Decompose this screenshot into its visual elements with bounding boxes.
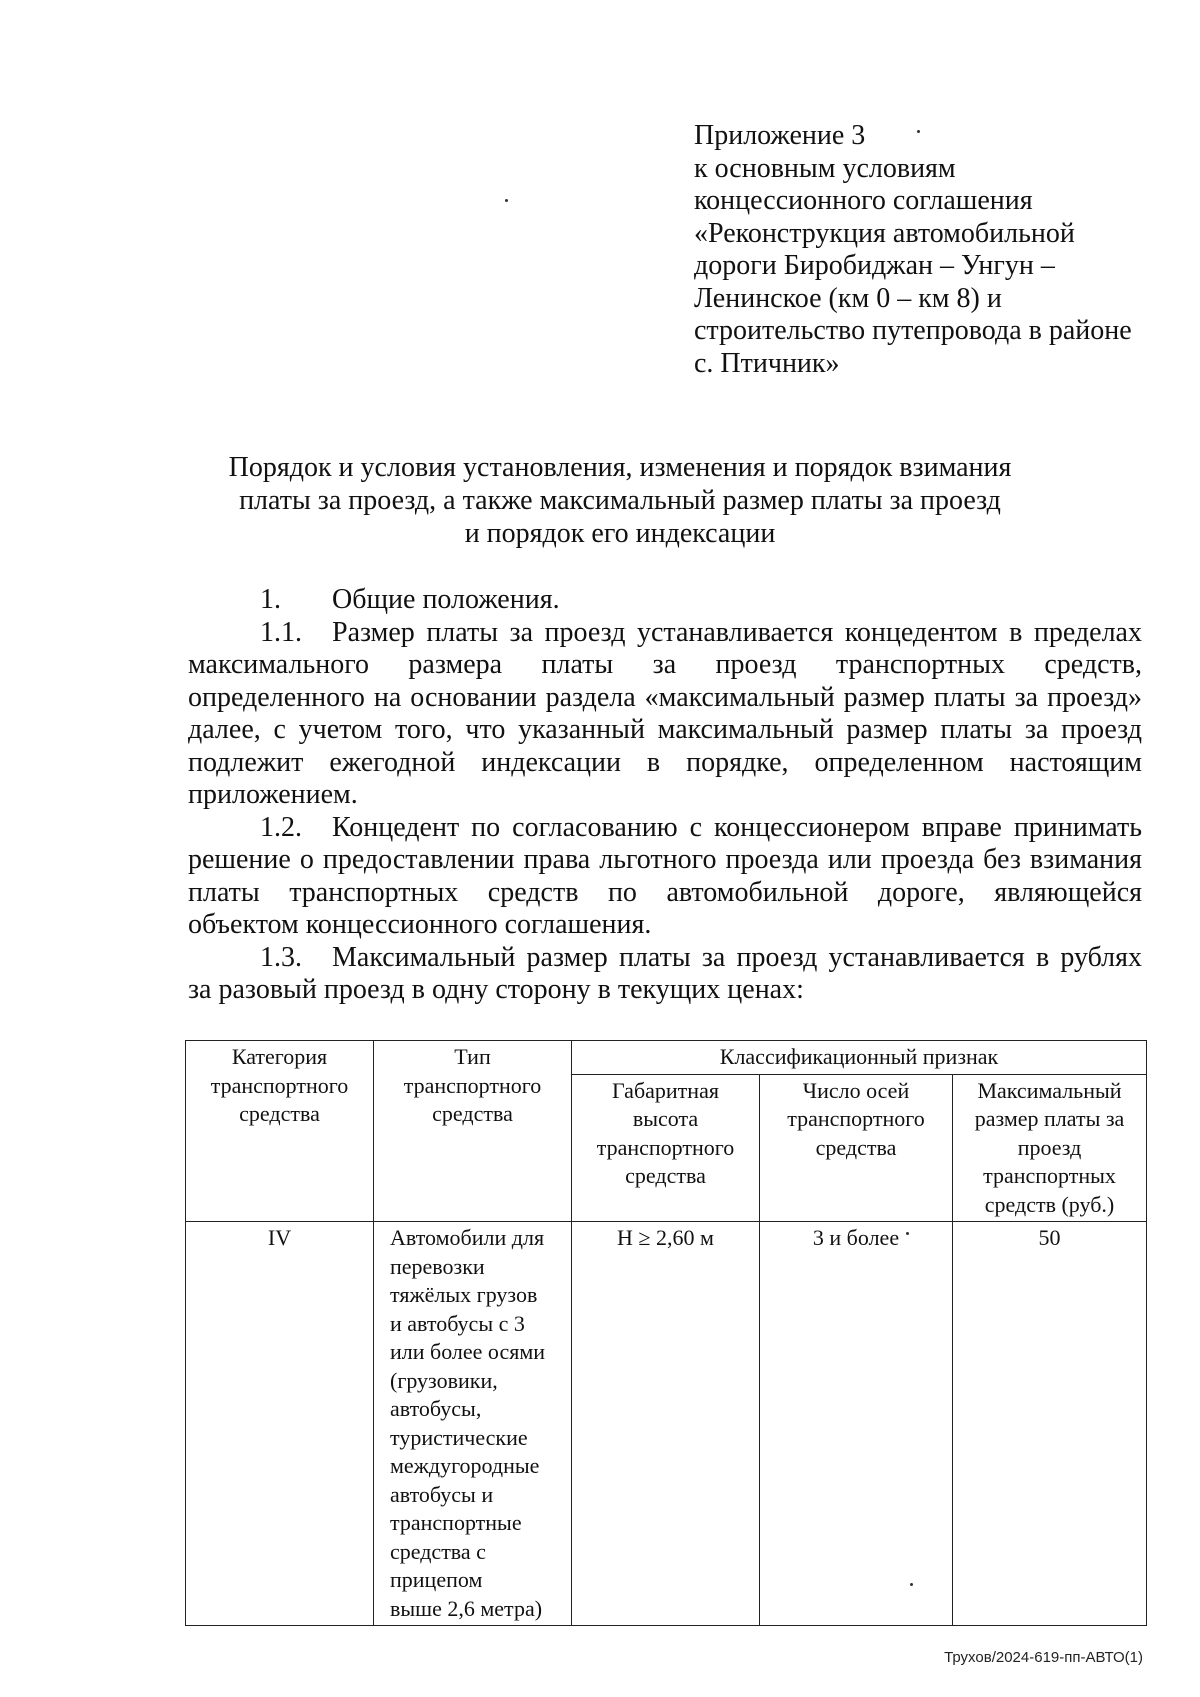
header-height: Габаритная высота транспортного средства <box>572 1074 760 1222</box>
document-code: Трухов/2024-619-пп-АВТО(1) <box>944 1649 1143 1666</box>
annex-line: строительство путепровода в районе <box>694 315 1132 346</box>
section-number: 1. <box>260 584 281 615</box>
section-heading: Общие положения. <box>332 584 560 615</box>
table-header-row <box>186 1041 1147 1075</box>
annex-line: концессионного соглашения <box>694 185 1033 216</box>
header-category: Категория транспортного средства <box>186 1041 374 1222</box>
header-classification-group: Классификационный признак <box>572 1041 1147 1075</box>
section-general <box>188 584 1142 617</box>
annex-line: дороги Биробиджан – Унгун – <box>694 250 1055 281</box>
document-body <box>188 584 1142 1007</box>
paragraph-line: Концедент по согласованию с концессионером вправе принимать <box>332 811 1142 843</box>
paragraph-line: решение о предоставлении права льготного проезда или проезда без взимания <box>188 844 1142 875</box>
cell-height: H ≥ 2,60 м <box>572 1222 760 1626</box>
paragraph-line: объектом концессионного соглашения. <box>188 909 652 940</box>
title-line: и порядок его индексации <box>464 518 776 549</box>
table-row <box>186 1222 1147 1626</box>
scan-speck <box>917 130 920 133</box>
scan-speck <box>505 199 508 202</box>
annex-line: Приложение 3 <box>694 120 866 151</box>
cell-type: Автомобили для перевозки тяжёлых грузов и автобусы с 3 или более осями (грузовики, автобусы, туристические междугородные автобусы и транспортные средства с прицепом выше 2,6 метра) <box>374 1222 572 1626</box>
paragraph-1-1 <box>188 617 1142 812</box>
annex-line: с. Птичник» <box>694 347 840 379</box>
title-line: платы за проезд, а также максимальный размер платы за проезд <box>239 485 1001 516</box>
paragraph-number: 1.3. <box>260 941 302 973</box>
paragraph-number: 1.2. <box>260 811 302 843</box>
paragraph-line: максимального размера платы за проезд транспортных средств, <box>188 649 1142 680</box>
cell-category: IV <box>186 1222 374 1626</box>
header-axles: Число осей транспортного средства <box>760 1074 953 1222</box>
paragraph-1-2 <box>188 812 1142 942</box>
paragraph-line: приложением. <box>188 779 358 810</box>
scan-speck <box>910 1583 913 1586</box>
annex-line: Ленинское (км 0 – км 8) и <box>694 282 1002 314</box>
paragraph-1-3 <box>188 942 1142 1007</box>
paragraph-number: 1.1. <box>260 616 302 648</box>
header-max-fee: Максимальный размер платы за проезд транспортных средств (руб.) <box>953 1074 1147 1222</box>
paragraph-line: подлежит ежегодной индексации в порядке, определенном настоящим <box>188 746 1142 778</box>
paragraph-line: платы транспортных средств по автомобильной дороге, являющейся <box>188 876 1142 908</box>
paragraph-line: определенного на основании раздела «максимальный размер платы за проезд» <box>188 681 1142 713</box>
paragraph-line: далее, с учетом того, что указанный максимальный размер платы за проезд <box>188 714 1142 745</box>
paragraph-line: Максимальный размер платы за проезд устанавливается в рублях <box>332 941 1142 973</box>
cell-max-fee: 50 <box>953 1222 1147 1626</box>
title-line: Порядок и условия установления, изменения и порядок взимания <box>228 452 1012 483</box>
annex-line: к основным условиям <box>694 152 956 184</box>
paragraph-line: за разовый проезд в одну сторону в текущих ценах: <box>188 974 804 1005</box>
annex-header <box>694 120 1164 380</box>
document-title <box>180 451 1060 550</box>
paragraph-line: Размер платы за проезд устанавливается концедентом в пределах <box>332 616 1142 648</box>
header-type: Тип транспортного средства <box>374 1041 572 1222</box>
scan-speck <box>906 1232 909 1235</box>
cell-axles: 3 и более <box>760 1222 953 1626</box>
annex-line: «Реконструкция автомобильной <box>694 217 1075 249</box>
tariff-table <box>185 1040 1147 1626</box>
